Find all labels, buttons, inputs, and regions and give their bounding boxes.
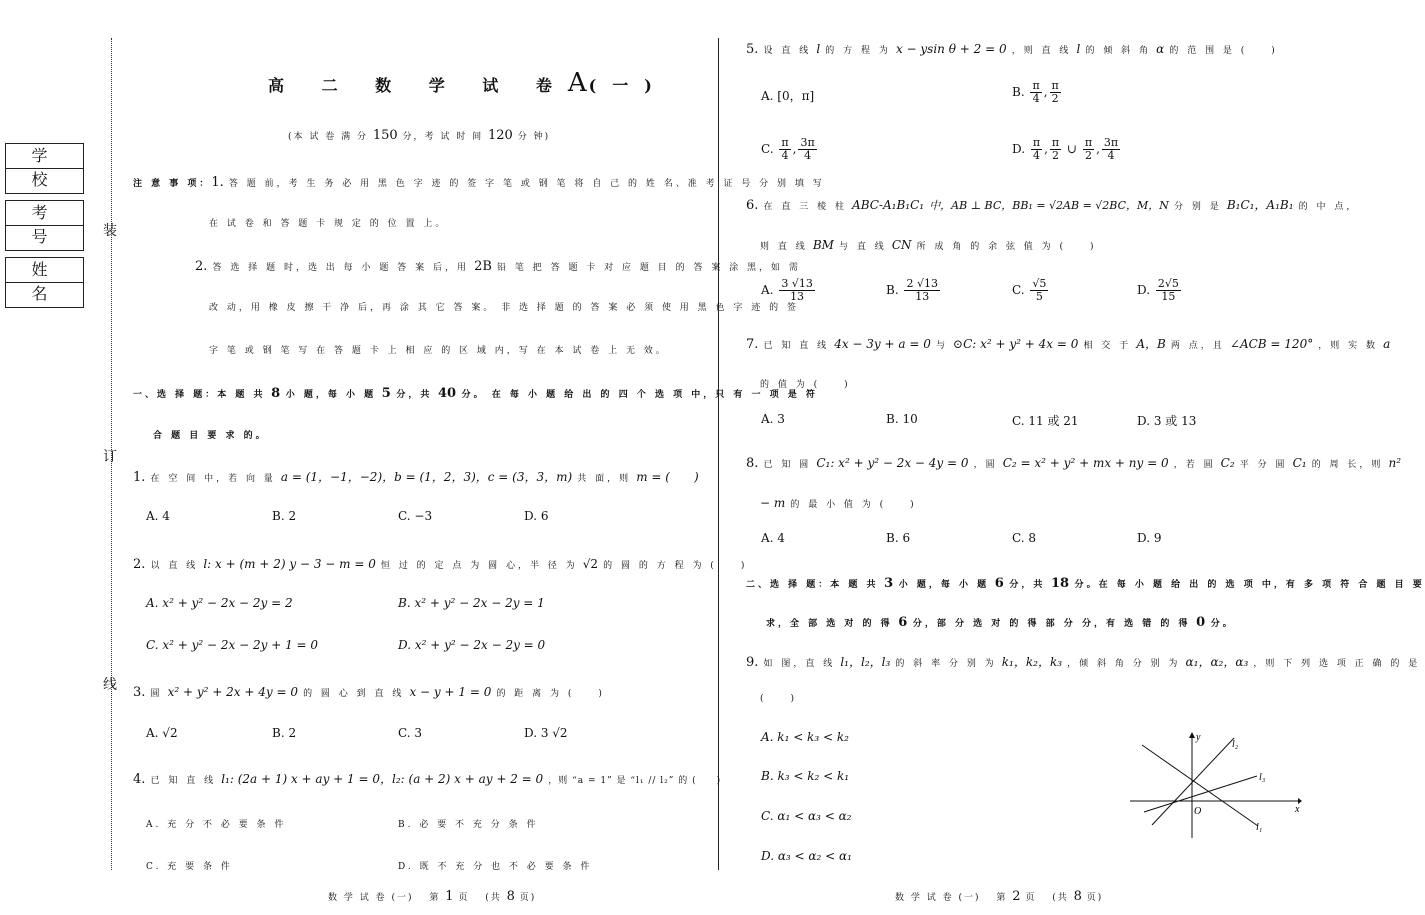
question-7	[746, 333, 1390, 352]
exam-subtitle	[288, 128, 550, 143]
line-l2	[1152, 738, 1234, 825]
school-label: 学 校	[6, 144, 83, 169]
q8-line2-expr: − m	[760, 496, 786, 510]
q8-option-a[interactable]: A. 4	[761, 531, 785, 545]
q4-expression: l₁: (2a + 1) x + ay + 1 = 0，l₂: (a + 2) x + ay + 2 = 0	[221, 772, 544, 786]
section1-total: 40	[437, 386, 457, 401]
q3-stem: 圆	[150, 689, 163, 699]
q6-mid2: 分 别 是	[1173, 202, 1222, 212]
q9-tail: ，则 下 列 选 项 正 确 的 是	[1253, 659, 1421, 669]
notice-text-2c: 字 笔 或 钢 笔 写 在 答 题 卡 上 相 应 的 区 域 内，写 在 本 试 卷 上 无 效。	[209, 346, 668, 356]
q6-mid: 中，AB ⊥ BC，BB₁ = √2AB = √2BC，M，N	[929, 199, 1169, 212]
q7-mid: 与	[935, 341, 948, 351]
q4-option-d-text: D. 既 不 充 分 也 不 必 要 条 件	[398, 862, 593, 872]
footer-right	[895, 889, 1103, 904]
section2-zero: 0	[1196, 615, 1206, 630]
q8-line2-text: 的 最 小 值 为 ( )	[790, 500, 917, 510]
q7-number: 7.	[746, 337, 759, 352]
q6-stem: 在 直 三 棱 柱	[763, 202, 847, 212]
q9-number: 9.	[746, 655, 759, 670]
q8-line2	[760, 492, 917, 511]
q4-option-a-text: A. 充 分 不 必 要 条 件	[146, 820, 287, 830]
q1-option-d[interactable]: D. 6	[524, 509, 549, 523]
subtitle-time: 120	[488, 128, 513, 143]
q3-expression: x² + y² + 2x + 4y = 0	[167, 685, 298, 699]
q2-number: 2.	[133, 557, 146, 572]
question-2	[133, 553, 747, 572]
q6-option-d[interactable]: D. $\frac{2√5}{15}$	[1137, 277, 1179, 303]
q7-a: a	[1383, 337, 1391, 351]
q8-mid3: 平 分 圆	[1239, 460, 1288, 470]
subtitle-score: 150	[372, 128, 398, 143]
q9-option-c[interactable]: C. α₁ < α₃ < α₂	[761, 809, 852, 823]
notice-text-2b: 改 动，用 橡 皮 擦 干 净 后，再 涂 其 它 答 案。 非 选 择 题 的 答 案 必 须 使 用 黑 色 字 迹 的 签	[209, 303, 799, 313]
q8-c1-name: C₁	[1292, 456, 1307, 470]
q2-mid: 恒 过 的 定 点 为 圆 心，半 径 为	[380, 561, 578, 571]
question-3	[133, 681, 605, 700]
q7-option-d[interactable]: D. 3 或 13	[1137, 414, 1197, 428]
footer-right-total: 8	[1073, 889, 1082, 904]
q8-c1: C₁: x² + y² − 2x − 4y = 0	[816, 456, 969, 470]
q3-option-b[interactable]: B. 2	[272, 726, 297, 740]
section1-post: 分。 在 每 小 题 给 出 的 四 个 选 项 中，只 有 一 项 是 符	[461, 390, 818, 400]
q9-line-figure	[1122, 730, 1302, 840]
notice-2	[195, 255, 801, 274]
q3-number: 3.	[133, 685, 146, 700]
q2-tail: 的 圆 的 方 程 为 ( )	[603, 561, 748, 571]
y-axis-arrow	[1189, 732, 1195, 738]
q1-tail: 共 面，则	[577, 474, 632, 484]
q7-option-c[interactable]: C. 11 或 21	[1012, 414, 1079, 428]
label-origin: O	[1194, 806, 1202, 817]
exam-number-field-box	[5, 200, 84, 251]
q1-stem: 在 空 间 中，若 向 量	[150, 474, 276, 484]
q8-number: 8.	[746, 456, 759, 471]
notice-text-1a: 答 题 前，考 生 务 必 用 黑 色 字 迹 的 签 字 笔 或 钢 笔 将 自 己 的 姓 名、准 考 证 号 分 别 填 写	[228, 179, 825, 189]
q5-tail: 的 倾 斜 角	[1085, 46, 1152, 56]
q7-circle: ⊙C: x² + y² + 4x = 0	[953, 337, 1079, 351]
q3-option-d[interactable]: D. 3 √2	[524, 726, 568, 740]
notice-text-1b: 在 试 卷 和 答 题 卡 规 定 的 位 置 上。	[209, 219, 448, 229]
q7-mid2: 相 交 于	[1083, 341, 1132, 351]
q9-lines: l₁，l₂，l₃	[840, 655, 891, 669]
q4-stem: 已 知 直 线	[150, 776, 217, 786]
q8-n2: n²	[1388, 456, 1402, 470]
notice-label: 注 意 事 项：	[133, 179, 212, 189]
q6-with: 与 直 线	[839, 242, 887, 252]
q1-expression: a = (1，−1，−2)，b = (1，2，3)，c = (3，3，m)	[280, 470, 573, 484]
q6-option-d-label: D.	[1137, 283, 1151, 297]
section1-pre: 一、选 择 题：本 题 共	[133, 390, 266, 400]
section2-line2-pre: 求，全 部 选 对 的 得	[766, 619, 893, 629]
q8-option-b[interactable]: B. 6	[886, 531, 911, 545]
q6-option-a[interactable]: A. $\frac{3 √13}{13}$	[761, 277, 813, 303]
q7-option-b[interactable]: B. 10	[886, 412, 918, 426]
q6-number: 6.	[746, 198, 759, 213]
q4-tail: ，则 “a = 1” 是 “l₁ // l₂” 的 ( )	[548, 776, 722, 786]
q1-ask: m = ( )	[636, 470, 699, 484]
section1-points: 5	[381, 386, 391, 401]
q9-option-d[interactable]: D. α₃ < α₂ < α₁	[761, 849, 852, 863]
q7-tail: ，则 实 数	[1318, 341, 1379, 351]
q8-option-d[interactable]: D. 9	[1137, 531, 1162, 545]
q6-line2	[760, 234, 1097, 253]
footer-right-end: 页)	[1086, 893, 1104, 903]
footer-left-end: 页)	[519, 893, 537, 903]
section2-mid1: 小 题，每 小 题	[898, 580, 990, 590]
section1-heading	[133, 382, 818, 401]
q7-mid3: 两 点，且	[1170, 341, 1225, 351]
q5-alpha: α	[1156, 42, 1165, 56]
q7-stem: 已 知 直 线	[763, 341, 830, 351]
q4-option-d[interactable]	[398, 854, 592, 873]
q8-mid2: ，若 圆	[1173, 460, 1216, 470]
q2-expression: l: x + (m + 2) y − 3 − m = 0	[203, 557, 376, 571]
section2-line2-post: 分。	[1210, 619, 1235, 629]
section2-post: 分。在 每 小 题 给 出 的 选 项 中，有 多 项 符 合 题 目 要	[1074, 580, 1425, 590]
section1-line2: 合 题 目 要 求 的。	[153, 431, 268, 441]
binding-mark-zhuang: 装	[103, 223, 117, 239]
section1-mid1: 小 题，每 小 题	[285, 390, 377, 400]
q5-mid: 的 方 程 为	[825, 46, 891, 56]
q2-option-c[interactable]: C. x² + y² − 2x − 2y + 1 = 0	[146, 638, 319, 652]
q4-number: 4.	[133, 772, 146, 787]
label-l3: l₃	[1259, 772, 1266, 783]
q8-stem: 已 知 圆	[763, 460, 812, 470]
q2-radius: √2	[582, 557, 599, 571]
q5-option-c-label: C.	[761, 142, 774, 156]
q7-points: A，B	[1136, 337, 1166, 351]
exam-title-main: 高 二 数 学 试 卷	[268, 76, 568, 95]
exam-title-paren: (一)	[588, 76, 668, 95]
question-9	[746, 651, 1420, 670]
q7-line2: 的 值 为 ( )	[760, 380, 851, 390]
notice-2b: 2B	[474, 259, 492, 274]
q6-line2-post: 所 成 角 的 余 弦 值 为 ( )	[916, 242, 1097, 252]
q4-option-c[interactable]	[146, 854, 233, 873]
q8-tail: 的 周 长，则	[1311, 460, 1384, 470]
binding-mark-ding: 订	[103, 449, 117, 465]
q3-option-c[interactable]: C. 3	[398, 726, 423, 740]
q5-ask: 的 范 围 是 ( )	[1169, 46, 1278, 56]
q7-option-a[interactable]: A. 3	[761, 412, 785, 426]
notice-num-1: 1.	[211, 175, 224, 190]
section2-full: 6	[898, 615, 908, 630]
section2-total: 18	[1050, 576, 1070, 591]
q9-option-a[interactable]: A. k₁ < k₃ < k₂	[761, 730, 849, 744]
section2-line2-mid: 分，部 分 选 对 的 得 部 分 分，有 选 错 的 得	[912, 619, 1191, 629]
q6-option-c-label: C.	[1012, 283, 1025, 297]
section2-line2	[766, 611, 1235, 630]
page-divider	[718, 38, 719, 870]
q5-cup: ∪	[1066, 142, 1078, 156]
q6-points: B₁C₁，A₁B₁	[1226, 198, 1294, 212]
footer-right-pre: 数 学 试 卷 (一) 第	[895, 893, 1008, 903]
q5-l: l	[816, 42, 821, 56]
q1-option-b[interactable]: B. 2	[272, 509, 297, 523]
question-1	[133, 466, 699, 485]
exam-title-letter: A	[567, 68, 589, 98]
label-l2: l₂	[1232, 739, 1239, 750]
q2-stem: 以 直 线	[150, 561, 199, 571]
q6-option-b[interactable]: B. $\frac{2 √13}{13}$	[886, 277, 938, 303]
notice-1	[133, 171, 825, 190]
subtitle-pre: (本 试 卷 满 分	[288, 132, 368, 142]
section1-mid2: 分，共	[396, 390, 433, 400]
q6-bm: BM	[812, 238, 834, 252]
section2-pre: 二、选 择 题：本 题 共	[746, 580, 879, 590]
q2-option-d[interactable]: D. x² + y² − 2x − 2y = 0	[398, 638, 546, 652]
q3-line: x − y + 1 = 0	[409, 685, 492, 699]
q6-option-c[interactable]: C. $\frac{√5}{5}$	[1012, 277, 1047, 303]
q1-option-c[interactable]: C. −3	[398, 509, 433, 523]
q6-option-a-label: A.	[761, 283, 774, 297]
q5-option-b[interactable]: B. $\frac{\pi}{4}$ , $\frac{\pi}{2}$	[1012, 79, 1059, 105]
q5-option-d[interactable]: D. $\frac{\pi}{4}$ , $\frac{\pi}{2}$ ∪ $\frac{\pi}{2}$ , $\frac{3\pi}{4}$	[1012, 136, 1119, 162]
footer-left-mid: 页 (共	[458, 893, 502, 903]
section2-points: 6	[994, 576, 1004, 591]
q5-option-b-label: B.	[1012, 85, 1025, 99]
q6-expression: ABC-A₁B₁C₁	[852, 198, 925, 212]
binding-mark-xian: 线	[103, 677, 117, 693]
subtitle-post: 分 钟)	[517, 132, 551, 142]
q5-mid2: ，则 直 线	[1011, 46, 1072, 56]
q7-expression: 4x − 3y + a = 0	[834, 337, 931, 351]
q9-angles: α₁，α₂，α₃	[1185, 655, 1249, 669]
school-field-box	[5, 143, 84, 194]
q8-c2: C₂ = x² + y² + mx + ny = 0	[1002, 456, 1169, 470]
q7-angle: ∠ACB = 120°	[1229, 337, 1314, 351]
q5-number: 5.	[746, 42, 759, 57]
q9-option-b[interactable]: B. k₃ < k₂ < k₁	[761, 769, 850, 783]
q4-option-a[interactable]	[146, 812, 286, 831]
section2-heading	[746, 572, 1425, 591]
footer-left-pre: 数 学 试 卷 (一) 第	[328, 893, 441, 903]
q5-l2: l	[1076, 42, 1081, 56]
subtitle-mid: 分，考 试 时 间	[402, 132, 484, 142]
q9-slopes: k₁，k₂，k₃	[1001, 655, 1063, 669]
q5-option-d-label: D.	[1012, 142, 1026, 156]
question-6	[746, 194, 1358, 213]
q6-option-b-label: B.	[886, 283, 899, 297]
notice-num-2: 2.	[195, 259, 208, 274]
q4-option-c-text: C. 充 要 条 件	[146, 862, 233, 872]
q4-option-b[interactable]	[398, 812, 539, 831]
section2-mid2: 分，共	[1009, 580, 1046, 590]
q9-line2: ( )	[760, 694, 798, 704]
q6-line2-pre: 则 直 线	[760, 242, 808, 252]
label-x: x	[1295, 804, 1300, 815]
q9-mid2: ，倾 斜 角 分 别 为	[1067, 659, 1181, 669]
q9-stem: 如 图，直 线	[763, 659, 836, 669]
q2-option-b[interactable]: B. x² + y² − 2x − 2y = 1	[398, 596, 545, 610]
name-label: 姓 名	[6, 258, 83, 283]
q5-expression: x − ysin θ + 2 = 0	[895, 42, 1007, 56]
footer-left-page: 1	[445, 889, 454, 904]
q6-cn: CN	[891, 238, 912, 252]
q3-option-a[interactable]: A. √2	[146, 726, 178, 740]
q3-mid: 的 圆 心 到 直 线	[303, 689, 405, 699]
q5-stem: 设 直 线	[763, 46, 812, 56]
section2-count: 3	[884, 576, 894, 591]
label-y: y	[1196, 732, 1201, 743]
footer-left	[328, 889, 536, 904]
q5-option-a[interactable]: A. [0，π]	[761, 89, 815, 103]
q4-option-b-text: B. 必 要 不 充 分 条 件	[398, 820, 539, 830]
section1-count: 8	[271, 386, 281, 401]
footer-left-total: 8	[506, 889, 515, 904]
exam-number-label: 考 号	[6, 201, 83, 226]
footer-right-page: 2	[1012, 889, 1021, 904]
q8-mid: ，圆	[973, 460, 998, 470]
question-4	[133, 768, 721, 787]
q1-number: 1.	[133, 470, 146, 485]
name-field-box	[5, 257, 84, 308]
q2-option-a[interactable]: A. x² + y² − 2x − 2y = 2	[146, 596, 293, 610]
notice-text-2a-post: 铅 笔 把 答 题 卡 对 应 题 目 的 答 案 涂 黑，如 需	[497, 263, 801, 273]
q3-tail: 的 距 离 为 ( )	[496, 689, 605, 699]
notice-text-2a-pre: 答 选 择 题 时，选 出 每 小 题 答 案 后，用	[212, 263, 469, 273]
footer-right-mid: 页 (共	[1025, 893, 1069, 903]
exam-title	[268, 68, 668, 98]
q8-option-c[interactable]: C. 8	[1012, 531, 1037, 545]
question-8	[746, 452, 1401, 471]
q8-c2-name: C₂	[1220, 456, 1235, 470]
question-5	[746, 38, 1278, 57]
q1-option-a[interactable]: A. 4	[146, 509, 170, 523]
q9-mid: 的 斜 率 分 别 为	[895, 659, 997, 669]
label-l1: l₁	[1256, 822, 1263, 833]
q5-option-c[interactable]: C. $\frac{\pi}{4}$ , $\frac{3\pi}{4}$	[761, 136, 815, 162]
q6-tail: 的 中 点，	[1298, 202, 1359, 212]
